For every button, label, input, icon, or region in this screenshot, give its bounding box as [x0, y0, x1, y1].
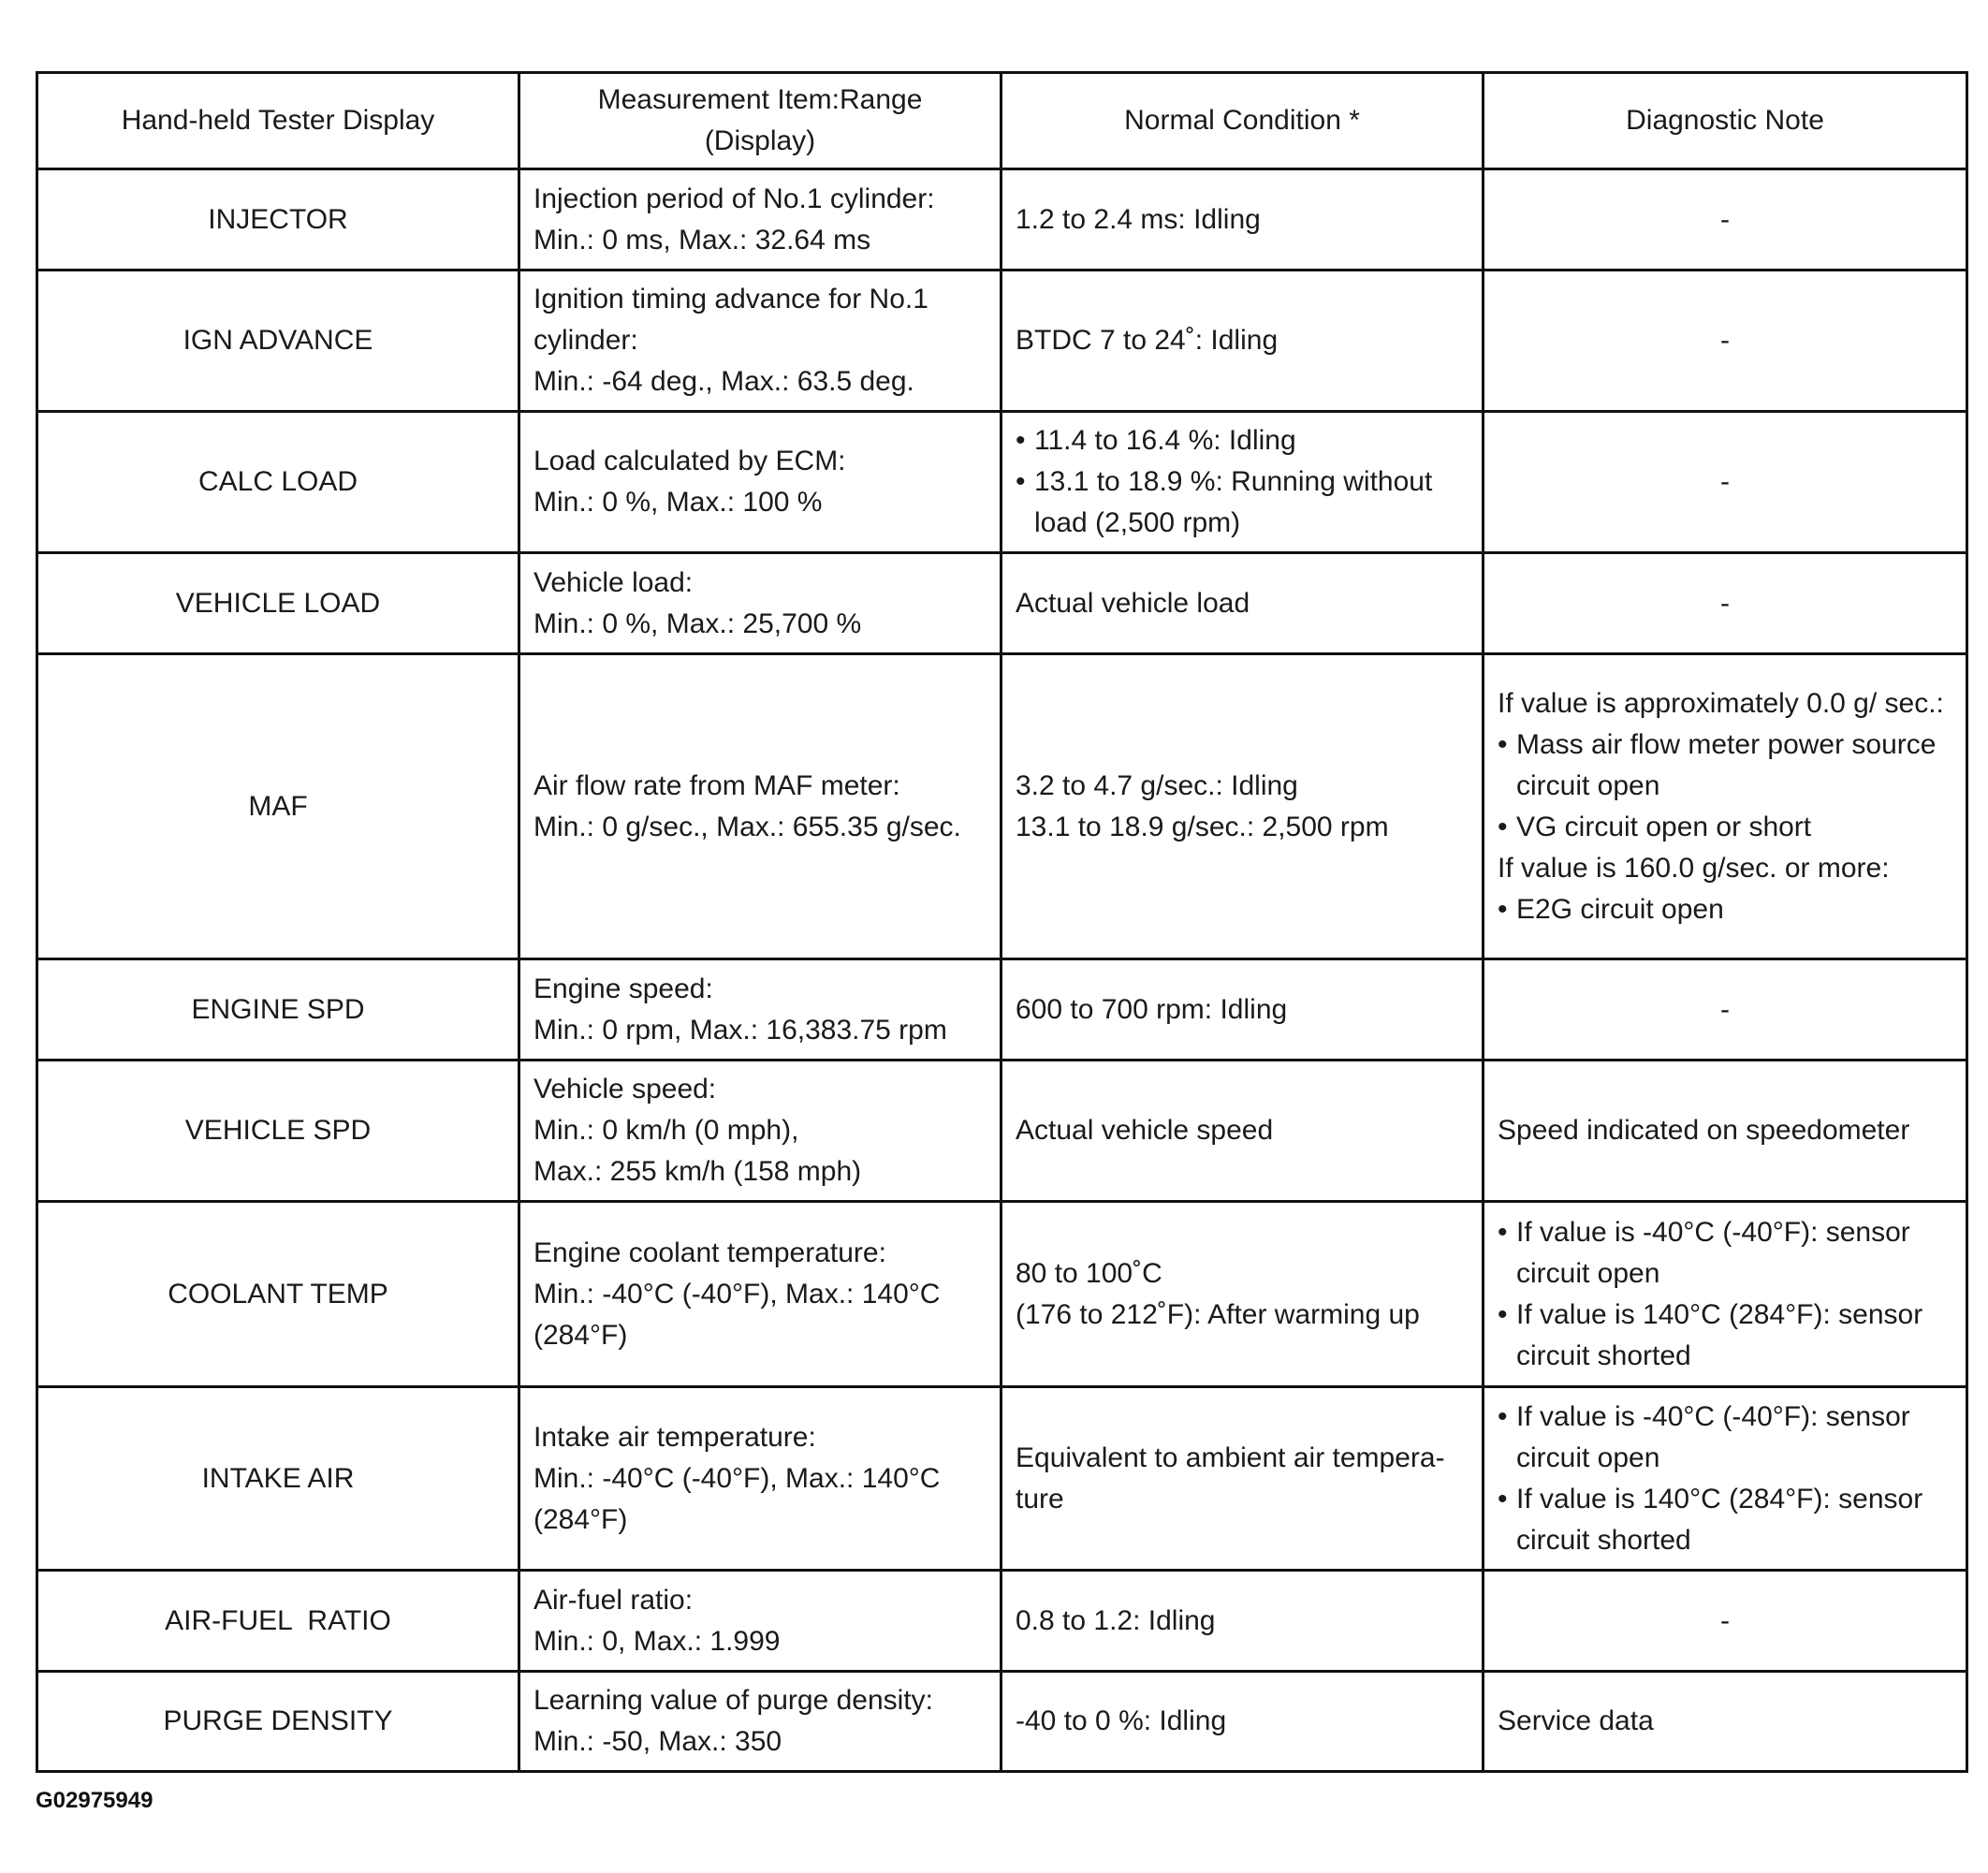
cell-tester-display: VEHICLE LOAD — [37, 553, 519, 654]
cell-tester-display: AIR-FUEL RATIO — [37, 1571, 519, 1672]
cell-diagnostic-note: Speed indicated on speedometer — [1484, 1061, 1967, 1202]
table-row — [37, 1061, 1967, 1202]
cell-normal-condition: 600 to 700 rpm: Idling — [1001, 959, 1484, 1061]
list-item: • 13.1 to 18.9 %: Running without load (2,500 rpm) — [1016, 461, 1469, 544]
cell-tester-display: INTAKE AIR — [37, 1387, 519, 1571]
cell-diagnostic-note: - — [1484, 553, 1967, 654]
cell-measurement: Intake air temperature: Min.: -40°C (-40°F), Max.: 140°C (284°F) — [519, 1387, 1001, 1571]
table-row — [37, 169, 1967, 271]
cell-normal-condition: Actual vehicle speed — [1001, 1061, 1484, 1202]
header-normal-condition: Normal Condition * — [1001, 73, 1484, 169]
cell-tester-display: VEHICLE SPD — [37, 1061, 519, 1202]
cell-normal-condition: 1.2 to 2.4 ms: Idling — [1001, 169, 1484, 271]
table-row — [37, 1387, 1967, 1571]
cell-measurement: Learning value of purge density: Min.: -50, Max.: 350 — [519, 1672, 1001, 1772]
cell-measurement: Load calculated by ECM: Min.: 0 %, Max.: 100 % — [519, 412, 1001, 553]
table-row — [37, 553, 1967, 654]
cell-normal-condition: 3.2 to 4.7 g/sec.: Idling 13.1 to 18.9 g/sec.: 2,500 rpm — [1001, 654, 1484, 959]
cell-normal-condition: 80 to 100˚C (176 to 212˚F): After warming up — [1001, 1202, 1484, 1387]
list-item: • If value is 140°C (284°F): sensor circuit shorted — [1498, 1295, 1952, 1377]
cell-diagnostic-note: - — [1484, 271, 1967, 412]
cell-measurement: Engine coolant temperature: Min.: -40°C (-40°F), Max.: 140°C (284°F) — [519, 1202, 1001, 1387]
cell-diagnostic-note: - — [1484, 959, 1967, 1061]
cell-normal-condition: 0.8 to 1.2: Idling — [1001, 1571, 1484, 1672]
cell-tester-display: IGN ADVANCE — [37, 271, 519, 412]
cell-diagnostic-note: - — [1484, 169, 1967, 271]
header-diagnostic-note: Diagnostic Note — [1484, 73, 1967, 169]
list-item: • If value is -40°C (-40°F): sensor circuit open — [1498, 1397, 1952, 1479]
table-row — [37, 1571, 1967, 1672]
list-item: • E2G circuit open — [1498, 889, 1952, 930]
cell-diagnostic-note — [1484, 1202, 1967, 1387]
cell-tester-display: ENGINE SPD — [37, 959, 519, 1061]
cell-normal-condition: BTDC 7 to 24˚: Idling — [1001, 271, 1484, 412]
cell-measurement: Vehicle speed: Min.: 0 km/h (0 mph), Max.: 255 km/h (158 mph) — [519, 1061, 1001, 1202]
cell-tester-display: CALC LOAD — [37, 412, 519, 553]
list-item: • If value is 140°C (284°F): sensor circuit shorted — [1498, 1479, 1952, 1561]
cell-measurement: Ignition timing advance for No.1 cylinder: Min.: -64 deg., Max.: 63.5 deg. — [519, 271, 1001, 412]
table-row — [37, 1202, 1967, 1387]
cell-tester-display: MAF — [37, 654, 519, 959]
cell-diagnostic-note: If value is approximately 0.0 g/ sec.: • Mass air flow meter power source circuit open • VG circuit open or short If value is 160.0 g/sec. or more: • E2G circuit open — [1484, 654, 1967, 959]
table-row — [37, 654, 1967, 959]
header-measurement-item: Measurement Item:Range (Display) — [519, 73, 1001, 169]
data-list-table — [36, 71, 1968, 1773]
table-header-row — [37, 73, 1967, 169]
header-tester-display: Hand-held Tester Display — [37, 73, 519, 169]
cell-measurement: Vehicle load: Min.: 0 %, Max.: 25,700 % — [519, 553, 1001, 654]
cell-measurement: Air-fuel ratio: Min.: 0, Max.: 1.999 — [519, 1571, 1001, 1672]
table-row — [37, 1672, 1967, 1772]
list-item: • 11.4 to 16.4 %: Idling — [1016, 420, 1469, 461]
cell-normal-condition: Actual vehicle load — [1001, 553, 1484, 654]
cell-measurement: Injection period of No.1 cylinder: Min.: 0 ms, Max.: 32.64 ms — [519, 169, 1001, 271]
cell-tester-display: PURGE DENSITY — [37, 1672, 519, 1772]
cell-measurement: Air flow rate from MAF meter: Min.: 0 g/sec., Max.: 655.35 g/sec. — [519, 654, 1001, 959]
list-item: • If value is -40°C (-40°F): sensor circuit open — [1498, 1212, 1952, 1295]
cell-diagnostic-note: - — [1484, 1571, 1967, 1672]
list-item: • Mass air flow meter power source circuit open — [1498, 724, 1952, 807]
table-row — [37, 959, 1967, 1061]
table-row — [37, 271, 1967, 412]
cell-normal-condition: Equivalent to ambient air tempera- ture — [1001, 1387, 1484, 1571]
cell-tester-display: COOLANT TEMP — [37, 1202, 519, 1387]
cell-normal-condition — [1001, 412, 1484, 553]
cell-diagnostic-note: Service data — [1484, 1672, 1967, 1772]
cell-tester-display: INJECTOR — [37, 169, 519, 271]
cell-measurement: Engine speed: Min.: 0 rpm, Max.: 16,383.75 rpm — [519, 959, 1001, 1061]
cell-diagnostic-note: - — [1484, 412, 1967, 553]
figure-id-label: G02975949 — [36, 1788, 153, 1813]
table-row — [37, 412, 1967, 553]
cell-normal-condition: -40 to 0 %: Idling — [1001, 1672, 1484, 1772]
cell-diagnostic-note — [1484, 1387, 1967, 1571]
list-item: • VG circuit open or short — [1498, 807, 1952, 848]
